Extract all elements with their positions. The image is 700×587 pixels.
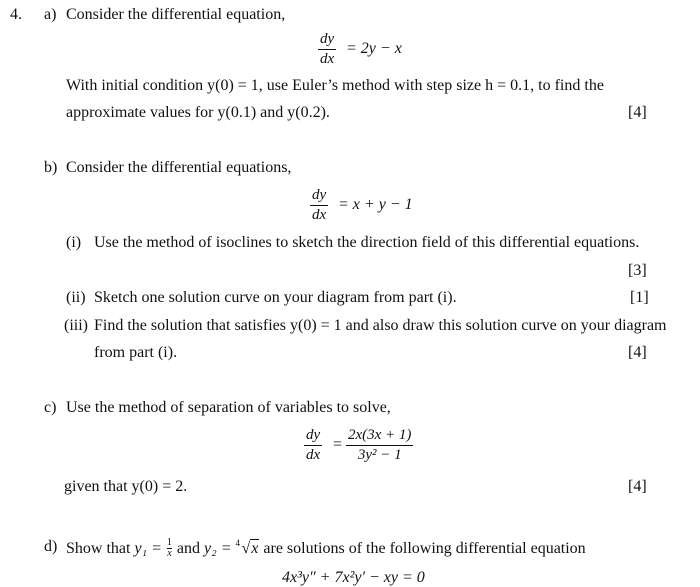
part-c-derivative (304, 427, 322, 464)
part-c-intro: Use the method of separation of variables to solve, (66, 399, 391, 416)
part-a-line1: With initial condition y(0) = 1, use Euler’s method with step size h = 0.1, to find the (66, 77, 604, 94)
part-a-eq-denominator: dx (320, 51, 335, 67)
part-a-derivative (318, 31, 336, 68)
part-b-eq-numerator: dy (312, 187, 327, 203)
part-d-y2: y₂ = (204, 539, 232, 557)
fraction-bar (346, 445, 413, 446)
part-a-intro: Consider the differential equation, (66, 6, 286, 23)
part-d-y1-denominator: x (167, 548, 172, 559)
part-b-intro: Consider the differential equations, (66, 159, 292, 176)
part-b-i-label: (i) (66, 234, 82, 251)
part-b-label: b) (44, 159, 58, 176)
part-b-derivative (310, 187, 328, 224)
part-b-iii-label: (iii) (64, 317, 88, 334)
fraction-bar (304, 445, 322, 446)
part-c-given: given that y(0) = 2. (64, 478, 188, 495)
part-b-ii-text: Sketch one solution curve on your diagram from part (i). (94, 289, 457, 306)
part-b-i-text: Use the method of isoclines to sketch the direction field of this differential equations. (94, 234, 640, 251)
part-d-statement (66, 538, 586, 559)
part-d-root-arg: x (251, 539, 259, 557)
part-b-eq-rhs: = x + y − 1 (338, 196, 413, 213)
part-d-equation: 4x³y″ + 7x²y′ − xy = 0 (282, 569, 425, 586)
part-a-label: a) (44, 6, 57, 23)
part-d-root-index: 4 (235, 537, 240, 548)
part-b-i-marks: [3] (628, 262, 647, 279)
part-d-y1: y₁ = (134, 539, 162, 557)
part-c-eq-denominator: dx (306, 447, 321, 463)
fraction-bar (310, 205, 328, 206)
part-a-line2: approximate values for y(0.1) and y(0.2). (66, 104, 330, 121)
part-b-eq-denominator: dx (312, 207, 327, 223)
part-c-eq-equals: = (333, 436, 343, 453)
part-a-eq-rhs: = 2y − x (346, 40, 402, 57)
part-c-eq-numerator: dy (306, 427, 321, 443)
fraction-bar (318, 49, 336, 50)
part-d-text-b: are solutions of the following differential equation (263, 539, 586, 557)
part-c-marks: [4] (628, 478, 647, 495)
question-number: 4. (10, 6, 22, 23)
part-c-rhs-fraction (346, 427, 413, 464)
part-d-y1-fraction (167, 538, 172, 559)
part-c-label: c) (44, 399, 57, 416)
part-d-label: d) (44, 538, 58, 555)
part-d-text-a: Show that (66, 539, 131, 557)
part-a-marks: [4] (628, 104, 647, 121)
part-a-eq-numerator: dy (320, 31, 335, 47)
part-d-and: and (176, 539, 201, 557)
part-b-ii-label: (ii) (66, 289, 86, 306)
part-d-fourth-root (235, 537, 260, 558)
radical-sign: √ (241, 539, 251, 557)
part-c-rhs-denominator: 3y² − 1 (357, 447, 402, 463)
part-c-rhs-numerator: 2x(3x + 1) (348, 427, 412, 443)
part-b-iii-marks: [4] (628, 344, 647, 361)
part-b-iii-text: Find the solution that satisfies y(0) = 1 and also draw this solution curve on your diagram (94, 317, 667, 334)
part-b-ii-marks: [1] (630, 289, 649, 306)
part-b-iii-text2: from part (i). (94, 344, 178, 361)
part-d-y1-numerator: 1 (166, 537, 172, 548)
